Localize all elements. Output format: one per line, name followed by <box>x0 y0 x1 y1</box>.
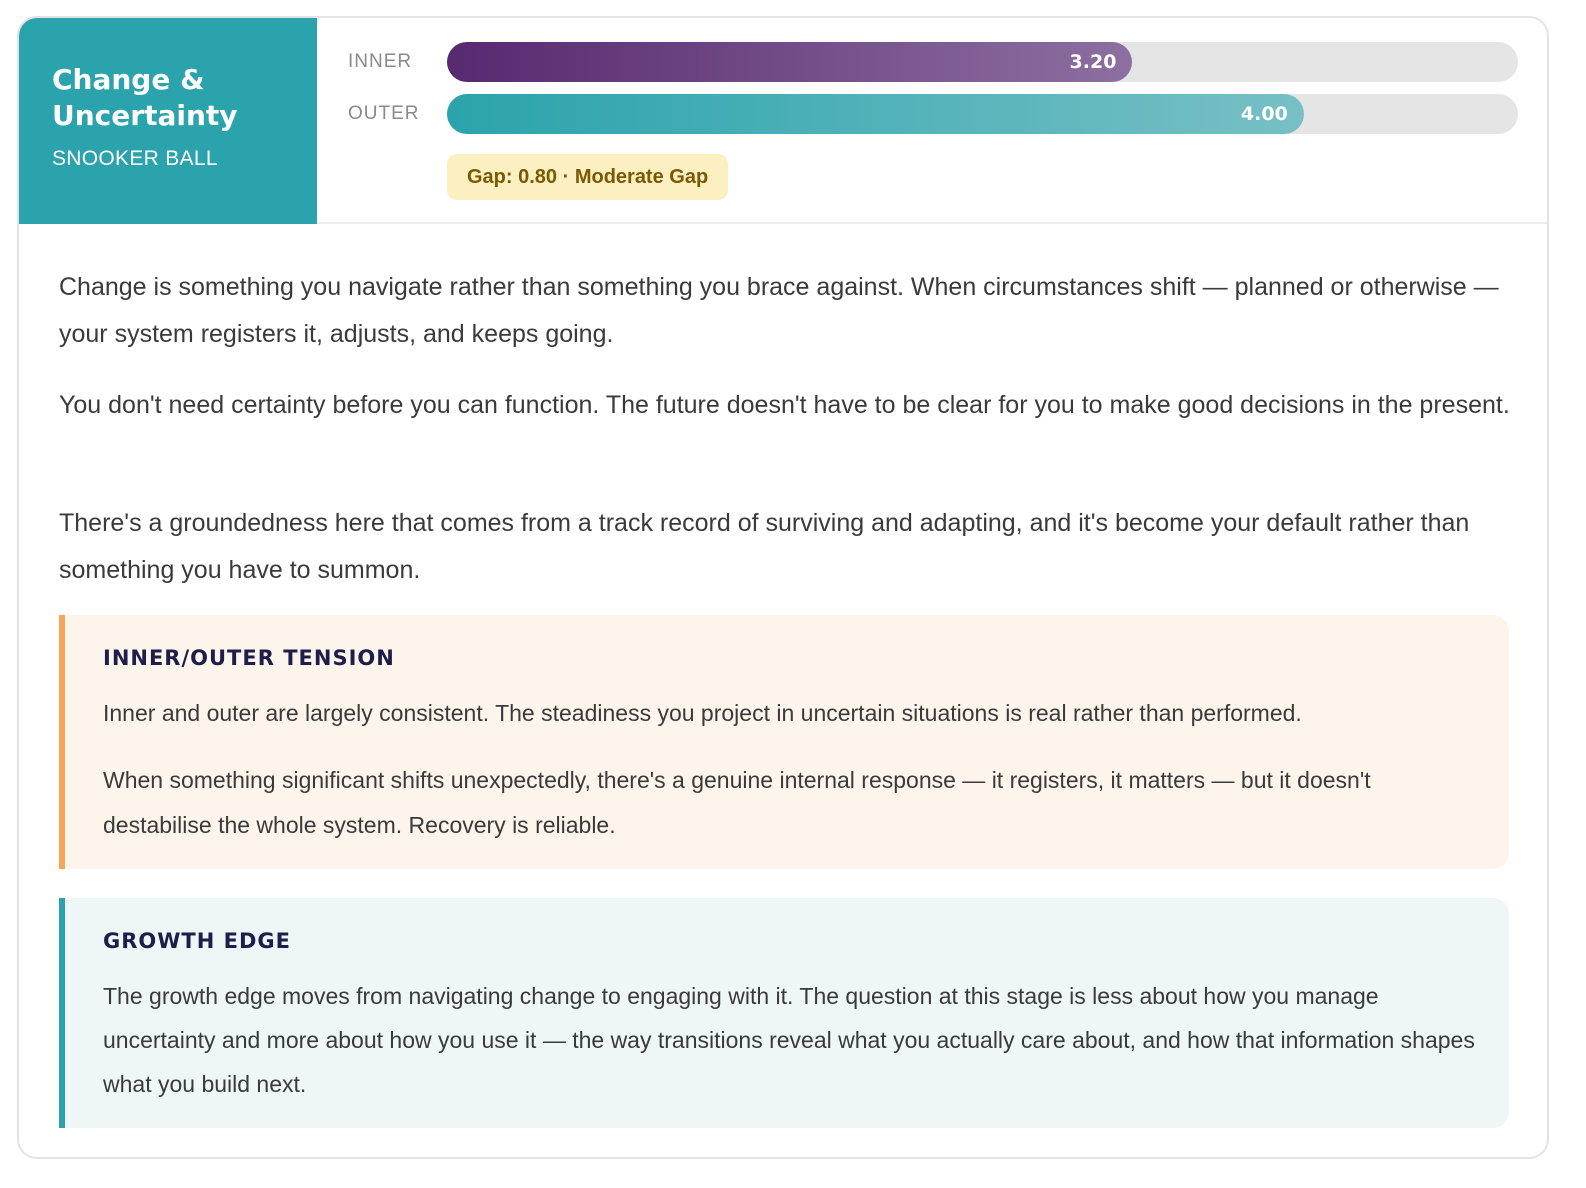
growth-paragraph: The growth edge moves from navigating change to engaging with it. The question at this stage is less about how you manage uncertainty and more about how you use it — the way transitions reveal what you actually care about, and how that information shapes what you build next. <box>103 983 1475 1097</box>
description-paragraph: There's a groundedness here that comes from a track record of surviving and adapting, and it's become your default rather than something you have to summon. <box>59 509 1470 584</box>
inner-score-value: 3.20 <box>1069 51 1117 73</box>
outer-score-track <box>447 94 1518 134</box>
growth-heading: GROWTH EDGE <box>103 929 291 953</box>
card-header <box>19 18 1549 224</box>
growth-callout <box>59 898 1509 1128</box>
tension-heading: INNER/OUTER TENSION <box>103 646 395 670</box>
dimension-title-block <box>19 18 317 224</box>
outer-score-row <box>317 94 1549 134</box>
inner-score-label: INNER <box>348 51 413 72</box>
inner-score-fill <box>447 42 1132 82</box>
gap-badge: Gap: 0.80 · Moderate Gap <box>447 154 728 200</box>
dimension-title: Change & Uncertainty <box>52 63 238 132</box>
outer-score-fill <box>447 94 1304 134</box>
tension-paragraph: When something significant shifts unexpectedly, there's a genuine internal response — it registers, it matters — but it doesn't destabilise the whole system. Recovery is reliable. <box>103 767 1371 838</box>
outer-score-value: 4.00 <box>1240 103 1288 125</box>
outer-score-label: OUTER <box>348 103 420 124</box>
dimension-subtitle: SNOOKER BALL <box>52 147 218 170</box>
dimension-card <box>17 16 1549 1159</box>
score-bars <box>317 18 1549 224</box>
inner-score-row <box>317 42 1549 82</box>
tension-paragraph: Inner and outer are largely consistent. The steadiness you project in uncertain situations is real rather than performed. <box>103 700 1302 726</box>
description-paragraph: Change is something you navigate rather than something you brace against. When circumstances shift — planned or otherwise — your system registers it, adjusts, and keeps going. <box>59 273 1499 348</box>
tension-callout <box>59 615 1509 869</box>
description-paragraph: You don't need certainty before you can function. The future doesn't have to be clear for you to make good decisions in the present. <box>59 391 1510 419</box>
inner-score-track <box>447 42 1518 82</box>
